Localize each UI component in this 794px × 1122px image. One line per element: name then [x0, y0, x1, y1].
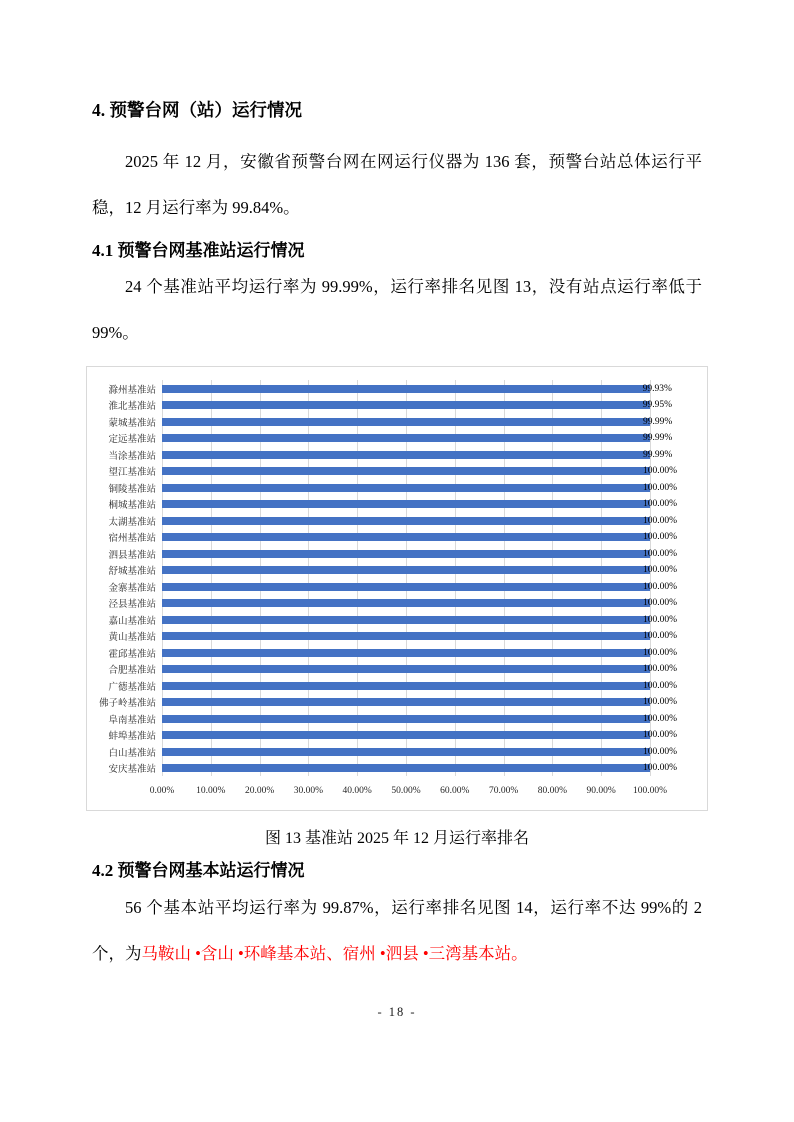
- chart-row: [87, 512, 707, 529]
- chart-row: [87, 760, 707, 777]
- chart-row: [87, 661, 707, 678]
- bar-track: [162, 595, 678, 612]
- chart-row: [87, 562, 707, 579]
- bar: [162, 385, 650, 393]
- category-label: 黄山基准站: [108, 633, 156, 644]
- bar-track: [162, 496, 678, 513]
- chart-row: [87, 446, 707, 463]
- chart-row: [87, 743, 707, 760]
- category-label: 泾县基准站: [108, 600, 156, 611]
- bar-track: [162, 413, 673, 430]
- value-label: 99.95%: [642, 400, 673, 411]
- chart-row: [87, 628, 707, 645]
- category-label: 淮北基准站: [108, 402, 156, 413]
- x-tick-label: 70.00%: [488, 786, 519, 797]
- chart-row: [87, 430, 707, 447]
- category-label: 白山基准站: [108, 748, 156, 759]
- category-label: 蚌埠基准站: [108, 732, 156, 743]
- bar: [162, 418, 650, 426]
- bar-track: [162, 380, 672, 397]
- x-tick-label: 0.00%: [149, 786, 175, 797]
- bar: [162, 698, 650, 706]
- value-label: 100.00%: [643, 746, 678, 757]
- chart-row: [87, 710, 707, 727]
- category-label: 佛子岭基准站: [98, 699, 156, 710]
- figure-13-bar-chart: [86, 366, 708, 811]
- bar-track: [162, 578, 678, 595]
- value-label: 100.00%: [643, 697, 678, 708]
- value-label: 100.00%: [643, 532, 678, 543]
- bar-track: [162, 562, 678, 579]
- bar: [162, 599, 650, 607]
- section-heading-4-2: 4.2 预警台网基本站运行情况: [92, 861, 305, 881]
- bar-track: [162, 430, 673, 447]
- category-label: 望江基准站: [108, 468, 156, 479]
- chart-row: [87, 413, 707, 430]
- bar-track: [162, 710, 678, 727]
- value-label: 100.00%: [643, 664, 678, 675]
- chart-row: [87, 611, 707, 628]
- category-label: 宿州基准站: [108, 534, 156, 545]
- bar: [162, 764, 650, 772]
- bar-track: [162, 529, 678, 546]
- category-label: 嘉山基准站: [108, 616, 156, 627]
- category-label: 桐城基准站: [108, 501, 156, 512]
- value-label: 100.00%: [643, 647, 678, 658]
- category-label: 阜南基准站: [108, 715, 156, 726]
- category-label: 蒙城基准站: [108, 418, 156, 429]
- bar-track: [162, 727, 678, 744]
- value-label: 100.00%: [643, 730, 678, 741]
- bar-track: [162, 661, 678, 678]
- chart-row: [87, 677, 707, 694]
- category-label: 安庆基准站: [108, 765, 156, 776]
- value-label: 99.99%: [642, 449, 673, 460]
- category-label: 霍邱基准站: [108, 649, 156, 660]
- bar: [162, 682, 650, 690]
- value-label: 100.00%: [643, 499, 678, 510]
- chart-row: [87, 595, 707, 612]
- chart-row: [87, 545, 707, 562]
- chart-rows: [87, 380, 707, 776]
- value-label: 100.00%: [643, 466, 678, 477]
- x-tick-label: 60.00%: [440, 786, 470, 797]
- category-label: 金寨基准站: [108, 583, 156, 594]
- bar-track: [162, 463, 678, 480]
- category-label: 舒城基准站: [108, 567, 156, 578]
- category-label: 合肥基准站: [108, 666, 156, 677]
- chart-row: [87, 644, 707, 661]
- category-label: 泗县基准站: [108, 550, 156, 561]
- value-label: 99.99%: [642, 416, 673, 427]
- bar: [162, 500, 650, 508]
- x-tick-label: 20.00%: [244, 786, 275, 797]
- category-label: 铜陵基准站: [108, 484, 156, 495]
- value-label: 100.00%: [643, 515, 678, 526]
- value-label: 100.00%: [643, 598, 678, 609]
- bar: [162, 616, 650, 624]
- bar-track: [162, 479, 678, 496]
- chart-row: [87, 694, 707, 711]
- bar: [162, 583, 650, 591]
- chart-row: [87, 496, 707, 513]
- bar-track: [162, 611, 678, 628]
- bar-track: [162, 545, 678, 562]
- chart-row: [87, 727, 707, 744]
- bar: [162, 632, 650, 640]
- value-label: 100.00%: [643, 680, 678, 691]
- paragraph-4-2-red-stations: 马鞍山 •含山 •环峰基本站、宿州 •泗县 •三湾基本站。: [141, 944, 528, 964]
- bar: [162, 566, 650, 574]
- value-label: 100.00%: [643, 631, 678, 642]
- bar-track: [162, 644, 678, 661]
- x-axis: [149, 782, 668, 804]
- chart-row: [87, 479, 707, 496]
- category-label: 太湖基准站: [108, 517, 156, 528]
- bar-track: [162, 628, 678, 645]
- bar-track: [162, 760, 678, 777]
- x-tick-label: 40.00%: [342, 786, 372, 797]
- x-tick-label: 30.00%: [293, 786, 324, 797]
- chart-row: [87, 578, 707, 595]
- chart-row: [87, 529, 707, 546]
- value-label: 100.00%: [643, 763, 678, 774]
- bar: [162, 467, 650, 475]
- value-label: 100.00%: [643, 548, 678, 559]
- x-tick-label: 10.00%: [196, 786, 226, 797]
- bar: [162, 748, 650, 756]
- x-tick-label: 90.00%: [586, 786, 616, 797]
- bar-track: [162, 512, 678, 529]
- value-label: 100.00%: [643, 614, 678, 625]
- category-label: 当涂基准站: [108, 451, 156, 462]
- bar: [162, 649, 650, 657]
- bar: [162, 484, 650, 492]
- value-label: 100.00%: [643, 713, 678, 724]
- value-label: 100.00%: [643, 565, 678, 576]
- chart-row: [87, 463, 707, 480]
- bar: [162, 401, 650, 409]
- x-tick-label: 100.00%: [632, 786, 668, 797]
- paragraph-4-1: 24 个基准站平均运行率为 99.99%，运行率排名见图 13，没有站点运行率低于 99%。: [92, 277, 702, 343]
- bar-track: [162, 677, 678, 694]
- value-label: 99.99%: [642, 433, 673, 444]
- chart-row: [87, 380, 707, 397]
- paragraph-4-intro: 2025 年 12 月，安徽省预警台网在网运行仪器为 136 套，预警台站总体运行平稳，12 月运行率为 99.84%。: [92, 151, 702, 217]
- bar: [162, 517, 650, 525]
- value-label: 100.00%: [643, 581, 678, 592]
- bar-track: [162, 397, 673, 414]
- x-tick-label: 50.00%: [391, 786, 421, 797]
- paragraph-4-2-black-segment: 56 个基本站平均运行率为 99.87%，运行率排名见图 14，运行率不达 99%的 2 个，为: [92, 898, 702, 964]
- bar: [162, 715, 650, 723]
- bar: [162, 533, 650, 541]
- bar: [162, 731, 650, 739]
- figure-13-caption: 图 13 基准站 2025 年 12 月运行率排名: [264, 830, 529, 848]
- bar: [162, 434, 650, 442]
- section-heading-4-1: 4.1 预警台网基准站运行情况: [92, 240, 305, 260]
- bar-track: [162, 446, 673, 463]
- chart-row: [87, 397, 707, 414]
- bar-track: [162, 694, 678, 711]
- value-label: 100.00%: [643, 482, 678, 493]
- bar: [162, 451, 650, 459]
- bar: [162, 665, 650, 673]
- category-label: 定远基准站: [108, 435, 156, 446]
- page-number: - 18 -: [377, 1005, 417, 1019]
- section-heading-4: 4. 预警台网（站）运行情况: [92, 100, 302, 120]
- x-tick-label: 80.00%: [537, 786, 568, 797]
- paragraph-4-2: [92, 885, 702, 977]
- value-label: 99.93%: [642, 383, 672, 394]
- bar: [162, 550, 650, 558]
- category-label: 滁州基准站: [108, 385, 156, 396]
- bar-track: [162, 743, 678, 760]
- category-label: 广德基准站: [108, 682, 156, 693]
